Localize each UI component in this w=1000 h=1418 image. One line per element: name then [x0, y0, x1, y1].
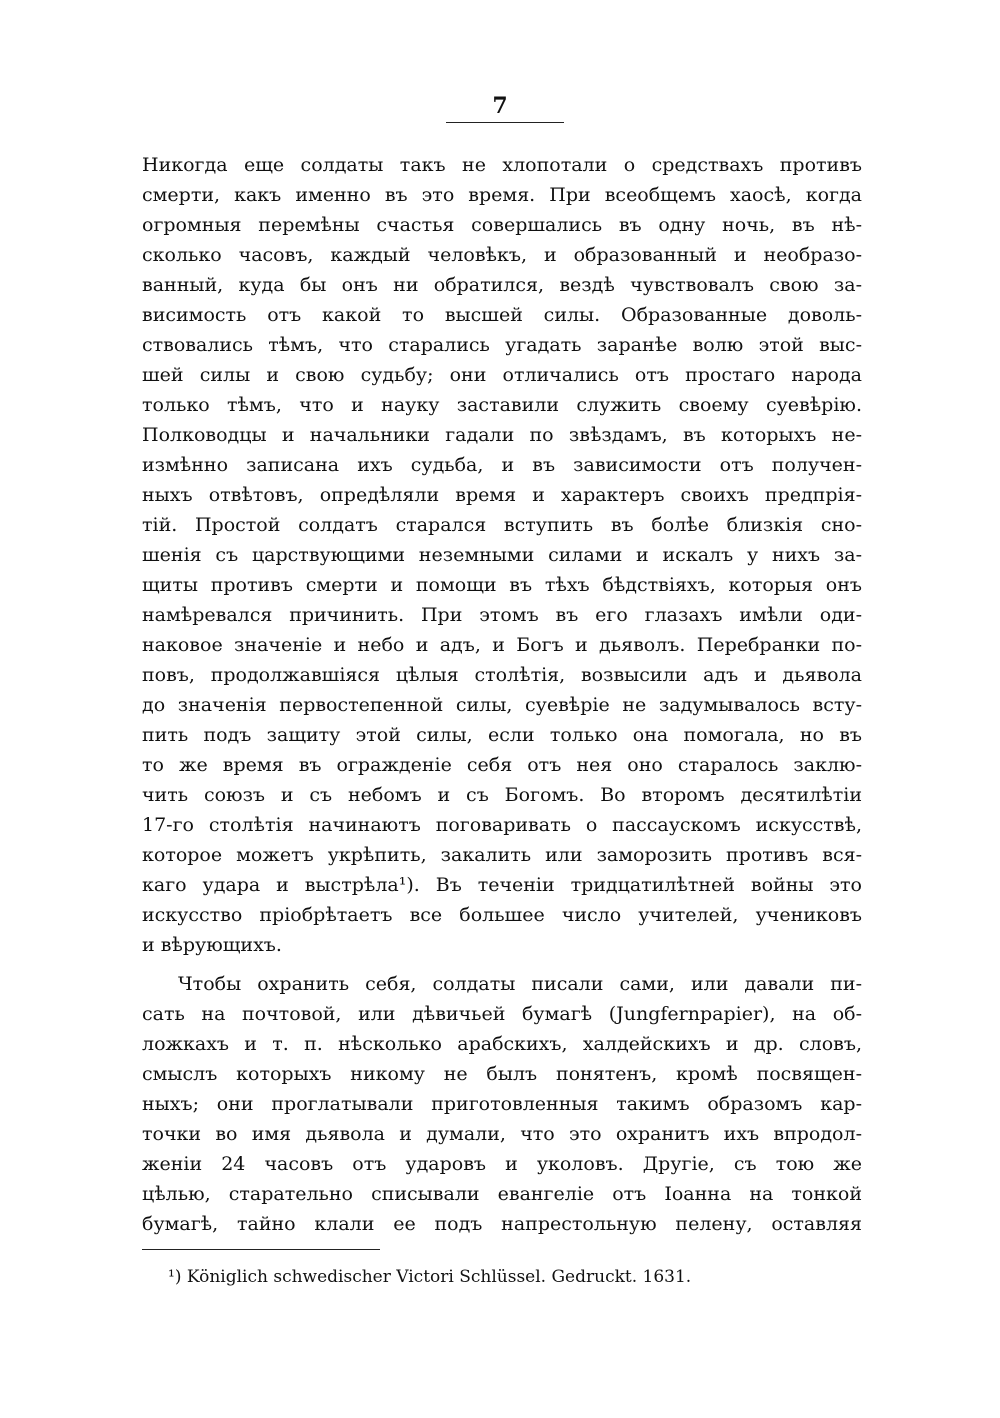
- page-number: 7: [492, 93, 508, 119]
- text-line: смерти, какъ именно въ это время. При всеобщемъ хаосѣ, когда: [142, 184, 862, 206]
- text-line: пить подъ защиту этой силы, если только она помогала, но въ: [142, 724, 862, 746]
- text-line: то же время въ огражденіе себя отъ нея оно старалось заклю-: [142, 754, 862, 776]
- text-line: Чтобы охранить себя, солдаты писали сами, или давали пи-: [178, 973, 862, 995]
- text-line: до значенія первостепенной силы, суевѣріе не задумывалось всту-: [142, 694, 862, 716]
- text-line: измѣнно записана ихъ судьба, и въ зависимости отъ получен-: [142, 454, 862, 476]
- text-line: сколько часовъ, каждый человѣкъ, и образованный и необразо-: [142, 244, 862, 266]
- text-line: 17-го столѣтія начинаютъ поговаривать о пассаускомъ искусствѣ,: [142, 814, 862, 836]
- text-line: Полководцы и начальники гадали по звѣздамъ, въ которыхъ не-: [142, 424, 862, 446]
- text-line: ныхъ отвѣтовъ, опредѣляли время и характеръ своихъ предпрія-: [142, 484, 862, 506]
- text-line: ствовались тѣмъ, что старались угадать заранѣе волю этой выс-: [142, 334, 862, 356]
- footnote-rule: [142, 1249, 380, 1250]
- text-line: намѣревался причинить. При этомъ въ его глазахъ имѣли оди-: [142, 604, 862, 626]
- text-line: точки во имя дьявола и думали, что это охранитъ ихъ впродол-: [142, 1123, 862, 1145]
- footnote: ¹) Königlich schwedischer Victori Schlüssel. Gedruckt. 1631.: [168, 1267, 692, 1287]
- text-line: ванный, куда бы онъ ни обратился, вездѣ чувствовалъ свою за-: [142, 274, 862, 296]
- text-line: смыслъ которыхъ никому не былъ понятенъ, кромѣ посвящен-: [142, 1063, 862, 1085]
- text-line: ложкахъ и т. п. нѣсколько арабскихъ, халдейскихъ и др. словъ,: [142, 1033, 862, 1055]
- text-line: щиты противъ смерти и помощи въ тѣхъ бѣдствіяхъ, которыя онъ: [142, 574, 862, 596]
- text-line: шей силы и свою судьбу; они отличались отъ простаго народа: [142, 364, 862, 386]
- text-line: наковое значеніе и небо и адъ, и Богъ и дьяволъ. Перебранки по-: [142, 634, 862, 656]
- text-line: Никогда еще солдаты такъ не хлопотали о средствахъ противъ: [142, 154, 862, 176]
- header-rule: [446, 122, 564, 123]
- text-line: чить союзъ и съ небомъ и съ Богомъ. Во второмъ десятилѣтіи: [142, 784, 862, 806]
- text-line: каго удара и выстрѣла¹). Въ теченіи тридцатилѣтней войны это: [142, 874, 862, 896]
- text-line: искусство пріобрѣтаетъ все большее число учителей, учениковъ: [142, 904, 862, 926]
- paragraph-gap: [142, 960, 862, 969]
- body-text: [142, 150, 862, 1239]
- text-line: и вѣрующихъ.: [142, 934, 282, 956]
- text-line: тій. Простой солдатъ старался вступить въ болѣе близкія сно-: [142, 514, 862, 536]
- text-line: шенія съ царствующими неземными силами и искалъ у нихъ за-: [142, 544, 862, 566]
- text-line: ныхъ; они проглатывали приготовленныя такимъ образомъ кар-: [142, 1093, 862, 1115]
- text-line: только тѣмъ, что и науку заставили служить своему суевѣрію.: [142, 394, 862, 416]
- text-line: висимость отъ какой то высшей силы. Образованные доволь-: [142, 304, 862, 326]
- text-line: огромныя перемѣны счастья совершались въ одну ночь, въ нѣ-: [142, 214, 862, 236]
- text-line: сать на почтовой, или дѣвичьей бумагѣ (Jungfernpapier), на об-: [142, 1003, 862, 1025]
- text-line: бумагѣ, тайно клали ее подъ напрестольную пелену, оставляя: [142, 1213, 862, 1235]
- text-line: которое можетъ укрѣпить, закалить или заморозить противъ вся-: [142, 844, 862, 866]
- text-line: цѣлью, старательно списывали евангеліе отъ Іоанна на тонкой: [142, 1183, 862, 1205]
- text-line: повъ, продолжавшіяся цѣлыя столѣтія, возвысили адъ и дьявола: [142, 664, 862, 686]
- text-line: женіи 24 часовъ отъ ударовъ и уколовъ. Другіе, съ тою же: [142, 1153, 862, 1175]
